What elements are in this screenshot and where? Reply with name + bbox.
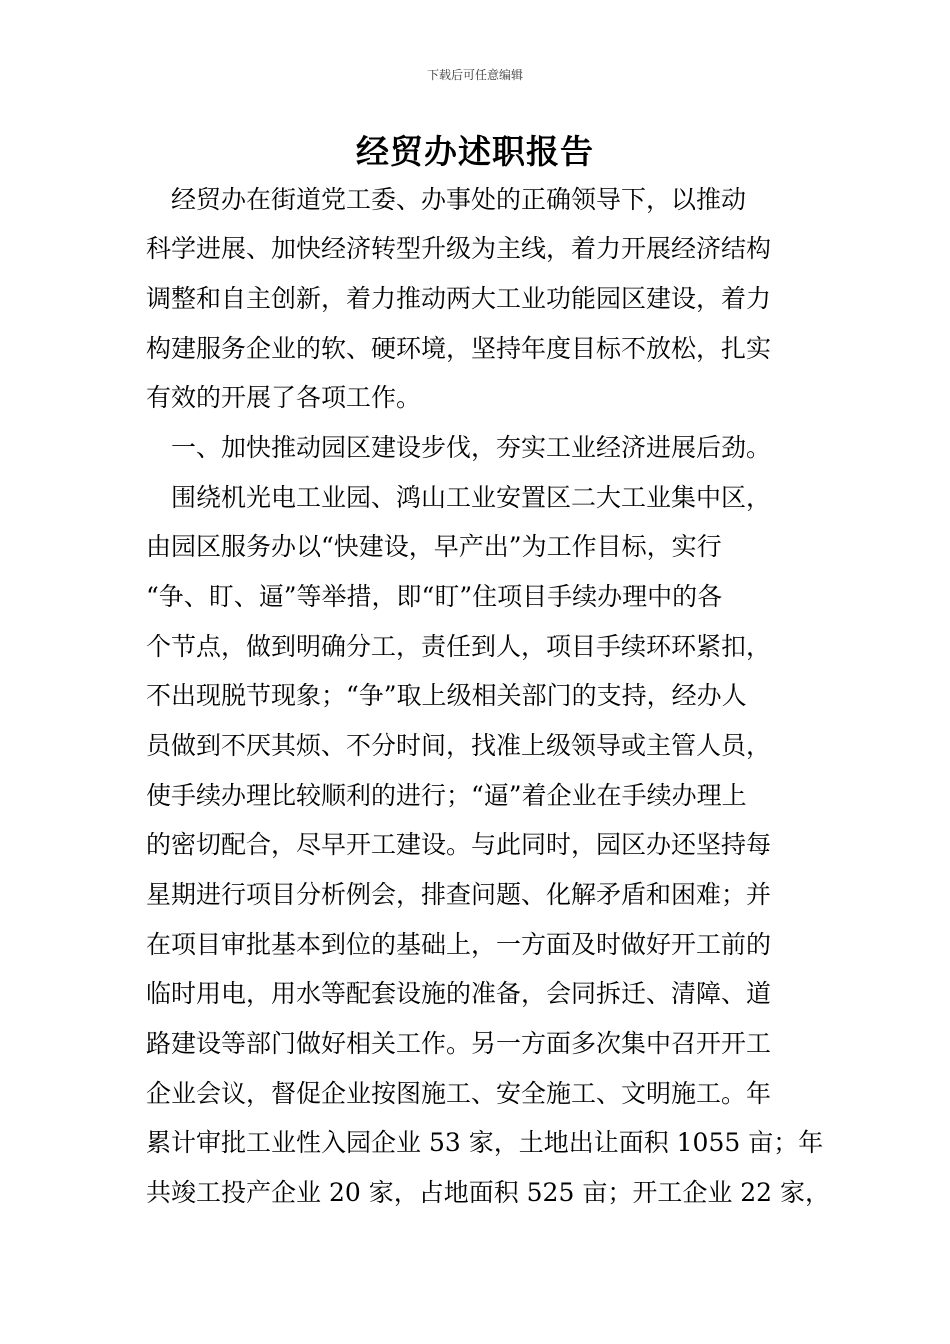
body-line: 企业会议，督促企业按图施工、安全施工、文明施工。年 [146,1079,772,1108]
body-line: 使手续办理比较顺利的进行；“逼”着企业在手续办理上 [146,781,747,810]
body-line: 有效的开展了各项工作。 [146,383,422,412]
body-line: 不出现脱节现象；“争”取上级相关部门的支持，经办人 [146,681,747,710]
body-line: 科学进展、加快经济转型升级为主线，着力开展经济结构 [146,234,772,263]
body-line: 由园区服务办以“快建设，早产出”为工作目标，实行 [146,532,722,561]
body-line: 的密切配合，尽早开工建设。与此同时，园区办还坚持每 [146,830,772,859]
document-title: 经贸办述职报告 [356,132,594,171]
body-line: 员做到不厌其烦、不分时间，找准上级领导或主管人员， [146,731,772,760]
body-line: 经贸办在街道党工委、办事处的正确领导下，以推动 [146,185,747,214]
body-line: 在项目审批基本到位的基础上，一方面及时做好开工前的 [146,930,772,959]
body-line: 构建服务企业的软、硬环境，坚持年度目标不放松，扎实 [146,334,772,363]
body-line: 共竣工投产企业 20 家，占地面积 525 亩；开工企业 22 家， [146,1178,831,1207]
body-line: 星期进行项目分析例会，排查问题、化解矛盾和困难；并 [146,880,772,909]
body-line: 路建设等部门做好相关工作。另一方面多次集中召开开工 [146,1029,772,1058]
body-line: 围绕机光电工业园、鸿山工业安置区二大工业集中区， [146,483,772,512]
section-heading: 一、加快推动园区建设步伐，夯实工业经济进展后劲。 [146,433,772,462]
body-line: “争、盯、逼”等举措，即“盯”住项目手续办理中的各 [146,582,723,611]
body-line: 临时用电，用水等配套设施的准备，会同拆迁、清障、道 [146,979,772,1008]
body-line: 个节点，做到明确分工，责任到人，项目手续环环紧扣， [146,632,772,661]
header-note: 下载后可任意编辑 [426,68,523,82]
body-line: 累计审批工业性入园企业 53 家，土地出让面积 1055 亩；年 [146,1128,824,1157]
body-line: 调整和自主创新，着力推动两大工业功能园区建设，着力 [146,284,772,313]
